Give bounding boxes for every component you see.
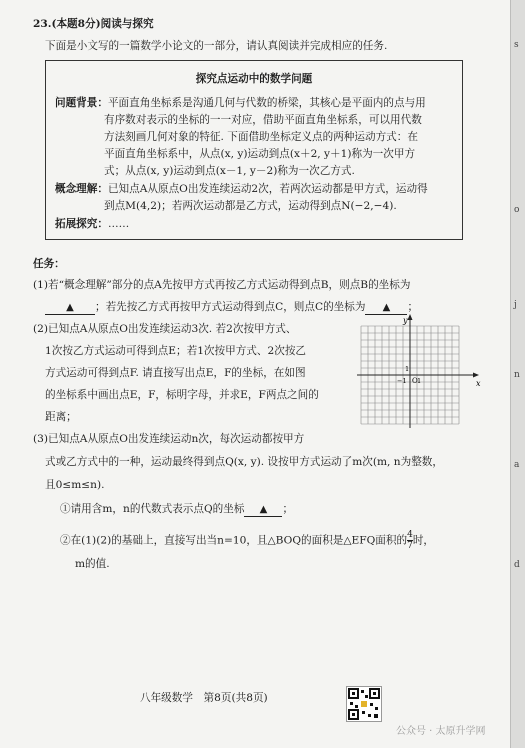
- question-score: (本题8分)阅读与探究: [51, 18, 154, 30]
- task-2-line-4: 的坐标系中画出点E，F，标明字母，并求E，F两点之间的: [45, 389, 319, 401]
- task-3-line-3: 且0≤m≤n).: [45, 479, 105, 491]
- task-1-text-b: ；若先按乙方式再按甲方式运动得到点C，则点C的坐标为: [95, 301, 366, 313]
- question-intro: 下面是小文写的一篇数学小论文的一部分，请认真阅读并完成相应的任务.: [45, 40, 388, 52]
- background-text-1: 平面直角坐标系是沟通几何与代数的桥梁，其核心是平面内的点与用: [107, 97, 426, 109]
- essay-background-line-2: 有序数对表示的坐标的一一对应，借助平面直角坐标系，可以用代数: [104, 114, 422, 126]
- answer-blank-b[interactable]: ▲: [45, 301, 95, 315]
- essay-background-line-3: 方法刻画几何对象的特征. 下面借助坐标定义点的两种运动方式：在: [104, 131, 418, 143]
- concept-label: 概念理解：: [55, 183, 108, 195]
- answer-blank-c[interactable]: ▲: [365, 301, 407, 315]
- task-3-line-2: 式或乙方式中的一种，运动最终得到点Q(x, y). 设按甲方式运动了m次(m, n为整数，: [45, 456, 443, 468]
- task-2-line-3: 方式运动可得到点F. 请直接写出点E，F的坐标，在如图: [45, 367, 306, 379]
- essay-background-line-4: 平面直角坐标系中，从点(x, y)运动到点(x＋2, y＋1)称为一次甲方: [104, 148, 416, 160]
- essay-background-line-1: [55, 97, 426, 110]
- task-1-line-1: (1)若“概念理解”部分的点A先按甲方式再按乙方式运动得到点B，则点B的坐标为: [33, 279, 411, 291]
- essay-background-line-5: 式；从点(x, y)运动到点(x－1, y－2)称为一次乙方式.: [104, 165, 355, 177]
- essay-concept-line-1: [55, 183, 428, 196]
- question-header: [33, 18, 154, 31]
- task-3-line-1: (3)已知点A从原点O出发连续运动n次，每次运动都按甲方: [33, 433, 305, 445]
- task-2-line-5: 距离；: [45, 411, 77, 423]
- essay-concept-line-2: 到点M(4,2)；若两次运动都是乙方式，运动得到点N(−2,−4).: [104, 200, 397, 212]
- y-tick-one: 1: [405, 365, 410, 373]
- watermark: 公众号 · 太原升学网: [396, 726, 486, 737]
- fraction-four-sevenths: $\frac{4}{7}$: [407, 530, 413, 551]
- right-page-edge: s o j n a d: [510, 0, 525, 748]
- concept-text-1: 已知点A从原点O出发连续运动2次，若两次运动都是甲方式，运动得: [107, 183, 428, 195]
- task-3-sub-2: ②在(1)(2)的基础上，直接写出当n=10，且△BOQ的面积是△EFQ面积的 $\frac{4}{7}$ 时，: [60, 530, 434, 551]
- answer-blank-q[interactable]: ▲: [244, 503, 282, 517]
- x-tick-neg-one: −1: [397, 377, 407, 385]
- y-axis-label: y: [403, 316, 408, 325]
- task-3-sub-2-end: m的值.: [75, 558, 110, 570]
- x-axis-label: x: [476, 379, 481, 388]
- task-1-line-2: ▲ ；若先按乙方式再按甲方式运动得到点C，则点C的坐标为 ▲ ；: [45, 301, 418, 315]
- qr-code: [346, 686, 382, 722]
- task-2-line-2: 1次按乙方式运动可得到点E；若1次按甲方式、2次按乙: [45, 345, 307, 357]
- x-axis-arrow-icon: [473, 373, 479, 378]
- x-tick-one: 1: [417, 377, 422, 385]
- background-label: 问题背景：: [55, 97, 108, 109]
- task-2-line-1: (2)已知点A从原点O出发连续运动3次. 若2次按甲方式、: [33, 323, 297, 335]
- extend-label: 拓展探究：: [55, 218, 108, 230]
- page-footer: 八年级数学 第8页(共8页): [140, 692, 268, 704]
- extend-text: ……: [107, 218, 130, 230]
- y-axis-arrow-icon: [408, 314, 413, 320]
- question-number: 23.: [33, 18, 52, 30]
- task-3-sub-1: ①请用含m，n的代数式表示点Q的坐标 ▲ ；: [60, 503, 294, 515]
- essay-extend-line: [55, 218, 129, 231]
- essay-title: 探究点运动中的数学问题: [195, 73, 313, 85]
- origin-label: O: [412, 377, 418, 385]
- task-label: 任务：: [33, 258, 65, 270]
- coordinate-grid: [355, 314, 485, 432]
